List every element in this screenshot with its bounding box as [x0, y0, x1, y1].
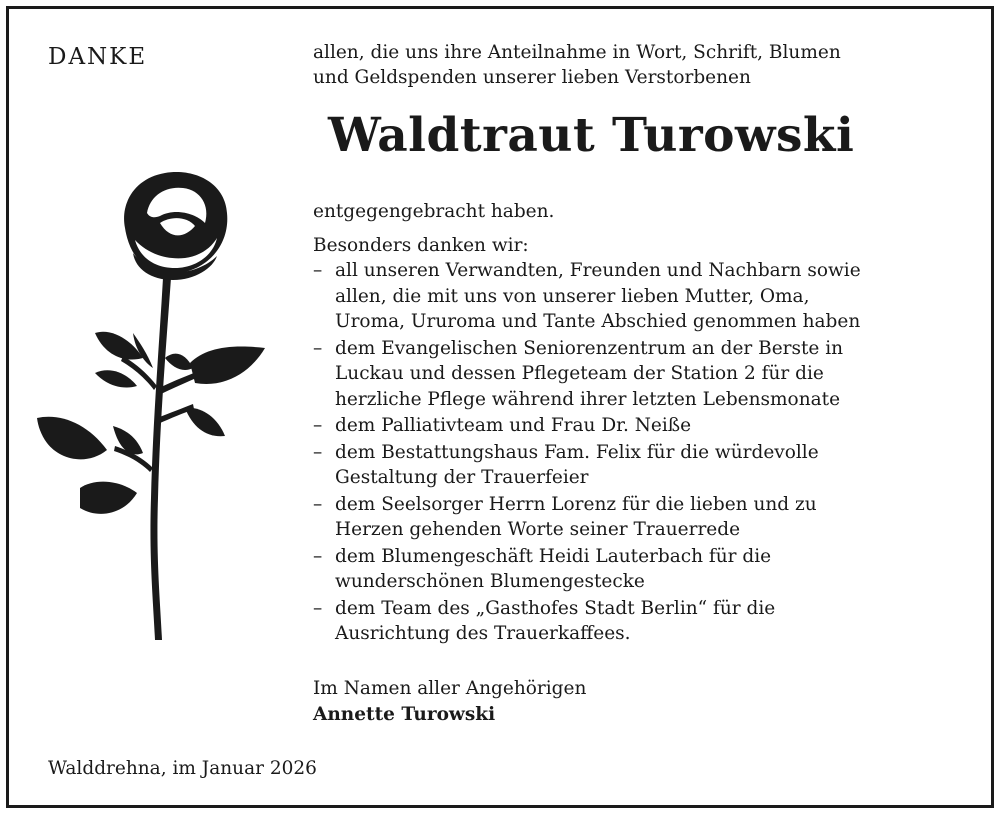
- list-item: [313, 258, 973, 335]
- list-item-line: Gestaltung der Trauerfeier: [335, 467, 589, 488]
- heading-danke: DANKE: [48, 44, 148, 70]
- rose-icon: [35, 168, 270, 643]
- dash: –: [313, 441, 323, 463]
- list-item: [313, 544, 973, 595]
- deceased-name: Waldtraut Turowski: [328, 108, 855, 163]
- list-item-line: dem Bestattungshaus Fam. Felix für die würdevolle: [335, 441, 819, 463]
- list-item-line: dem Blumengeschäft Heidi Lauterbach für die: [335, 545, 772, 567]
- list-item: [313, 336, 973, 413]
- dash: –: [313, 337, 323, 359]
- list-item-line: Herzen gehenden Worte seiner Trauerrede: [335, 519, 741, 540]
- dash: –: [313, 493, 323, 515]
- list-item-line: dem Palliativteam und Frau Dr. Neiße: [335, 415, 692, 436]
- list-item-line: dem Evangelischen Seniorenzentrum an der Berste in: [335, 337, 844, 359]
- list-item-line: Ausrichtung des Trauerkaffees.: [335, 623, 631, 644]
- dash: –: [313, 415, 323, 436]
- special-thanks-intro: Besonders danken wir:: [313, 234, 529, 256]
- list-item-line: allen, die mit uns von unserer lieben Mutter, Oma,: [335, 285, 810, 307]
- dash: –: [313, 597, 323, 619]
- intro-line: allen, die uns ihre Anteilnahme in Wort, Schrift, Blumen: [313, 42, 841, 63]
- after-name-text: entgegengebracht haben.: [313, 201, 555, 222]
- list-item-line: wunderschönen Blumengestecke: [335, 571, 645, 592]
- intro-text: [313, 40, 973, 90]
- list-item: [313, 492, 973, 543]
- list-item-line: all unseren Verwandten, Freunden und Nachbarn sowie: [335, 260, 861, 281]
- closing-block: [313, 676, 586, 728]
- place-date: Walddrehna, im Januar 2026: [48, 758, 317, 779]
- closing-line: Im Namen aller Angehörigen: [313, 678, 587, 699]
- list-item-line: Luckau und dessen Pflegeteam der Station 2 für die: [335, 363, 824, 384]
- dash: –: [313, 545, 323, 567]
- list-item-line: Uroma, Ururoma und Tante Abschied genommen haben: [335, 311, 861, 332]
- signer-name: Annette Turowski: [313, 704, 496, 725]
- list-item-line: herzliche Pflege während ihrer letzten Lebensmonate: [335, 388, 841, 410]
- list-item-line: dem Seelsorger Herrn Lorenz für die lieben und zu: [335, 493, 817, 515]
- list-item: [313, 596, 973, 647]
- dash: –: [313, 260, 323, 281]
- list-item: [313, 440, 973, 491]
- list-item-line: dem Team des „Gasthofes Stadt Berlin“ für die: [335, 597, 776, 619]
- intro-line: und Geldspenden unserer lieben Verstorbenen: [313, 67, 751, 88]
- thanks-list: [313, 258, 973, 647]
- list-item: [313, 413, 973, 439]
- thanks-body: [313, 199, 973, 648]
